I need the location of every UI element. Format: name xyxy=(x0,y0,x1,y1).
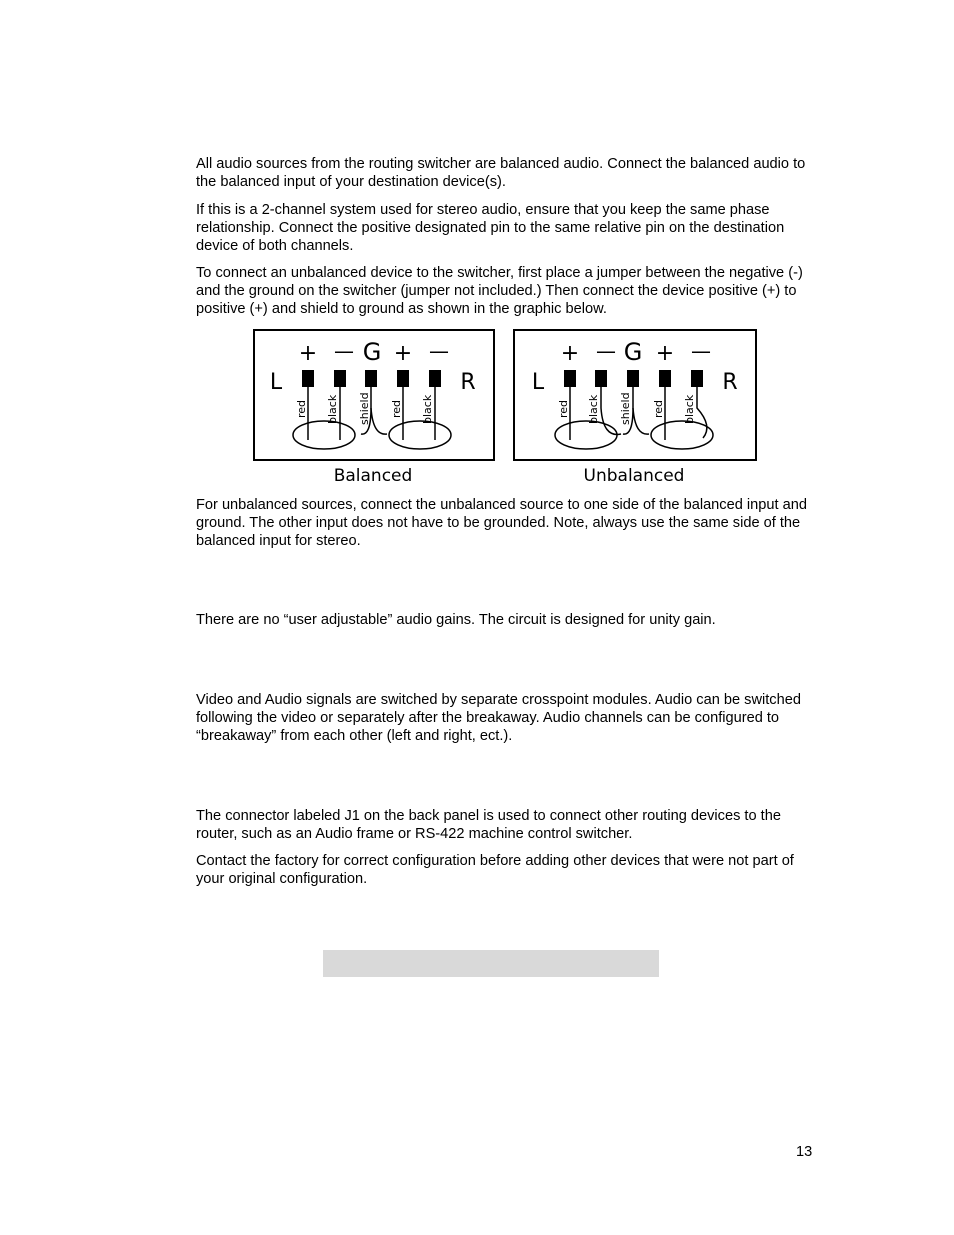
pin-plus-label: + xyxy=(393,341,413,366)
terminal-pin xyxy=(302,370,314,387)
terminal-pin xyxy=(334,370,346,387)
pin-plus-label: + xyxy=(655,341,675,366)
pin-minus-label: — xyxy=(596,339,616,363)
pin-ground-label: G xyxy=(362,338,382,366)
paragraph-breakaway: Video and Audio signals are switched by separate crosspoint modules. Audio can be switched following the video or separately after the breakaway. Audio channels can be configured to “breakaway” from each other (left and right, ect.). xyxy=(196,692,801,744)
wire-black-label: black xyxy=(326,394,339,424)
pin-minus-label: — xyxy=(334,339,354,363)
channel-left-label: L xyxy=(269,370,283,395)
unbalanced-wiring-diagram xyxy=(513,328,759,464)
wire-black-label: black xyxy=(421,394,434,424)
terminal-pin xyxy=(429,370,441,387)
terminal-pin xyxy=(595,370,607,387)
paragraph-unbalanced-sources: For unbalanced sources, connect the unbalanced source to one side of the balanced input and ground. The other input does not have to be grounded. Note, always use the same side of the balanced input for stereo. xyxy=(196,497,807,549)
wire-black-label: black xyxy=(587,394,600,424)
wire-shield-label: shield xyxy=(358,392,371,425)
page-number: 13 xyxy=(796,1144,813,1160)
paragraph-balanced-audio: All audio sources from the routing switcher are balanced audio. Connect the balanced audio to the balanced input of your destination device(s). xyxy=(196,156,806,190)
terminal-pin xyxy=(397,370,409,387)
balanced-caption: Balanced xyxy=(333,466,413,486)
terminal-pin xyxy=(564,370,576,387)
wire-red-label: red xyxy=(295,399,308,418)
grey-bar xyxy=(323,950,659,977)
paragraph-j1-connector: The connector labeled J1 on the back panel is used to connect other routing devices to the router, such as an Audio frame or RS-422 machine control switcher. xyxy=(196,808,781,842)
pin-plus-label: + xyxy=(298,341,318,366)
paragraph-stereo-phase: If this is a 2-channel system used for stereo audio, ensure that you keep the same phase relationship. Connect the positive designated pin to the same relative pin on the destination device of both channels. xyxy=(196,202,785,254)
terminal-pin xyxy=(659,370,671,387)
paragraph-unbalanced-jumper: To connect an unbalanced device to the switcher, first place a jumper between the negative (-) and the ground on the switcher (jumper not included.) Then connect the device positive (+) to positive (+) and shield to ground as shown in the graphic below. xyxy=(196,265,803,317)
pin-plus-label: + xyxy=(560,341,580,366)
channel-right-label: R xyxy=(460,370,476,395)
channel-left-label: L xyxy=(531,370,545,395)
pin-minus-label: — xyxy=(691,339,711,363)
wire-red-label: red xyxy=(652,399,665,418)
balanced-wiring-diagram xyxy=(253,328,497,464)
terminal-pin xyxy=(691,370,703,387)
pin-ground-label: G xyxy=(623,338,643,366)
pin-minus-label: — xyxy=(429,339,449,363)
paragraph-audio-gain: There are no “user adjustable” audio gains. The circuit is designed for unity gain. xyxy=(196,612,716,628)
channel-right-label: R xyxy=(722,370,738,395)
wire-black-label: black xyxy=(683,394,696,424)
terminal-pin xyxy=(627,370,639,387)
terminal-pin xyxy=(365,370,377,387)
wire-red-label: red xyxy=(557,399,570,418)
unbalanced-caption: Unbalanced xyxy=(583,466,685,486)
paragraph-contact-factory: Contact the factory for correct configuration before adding other devices that were not part of your original configuration. xyxy=(196,853,794,887)
wire-shield-label: shield xyxy=(619,392,632,425)
wire-red-label: red xyxy=(390,399,403,418)
